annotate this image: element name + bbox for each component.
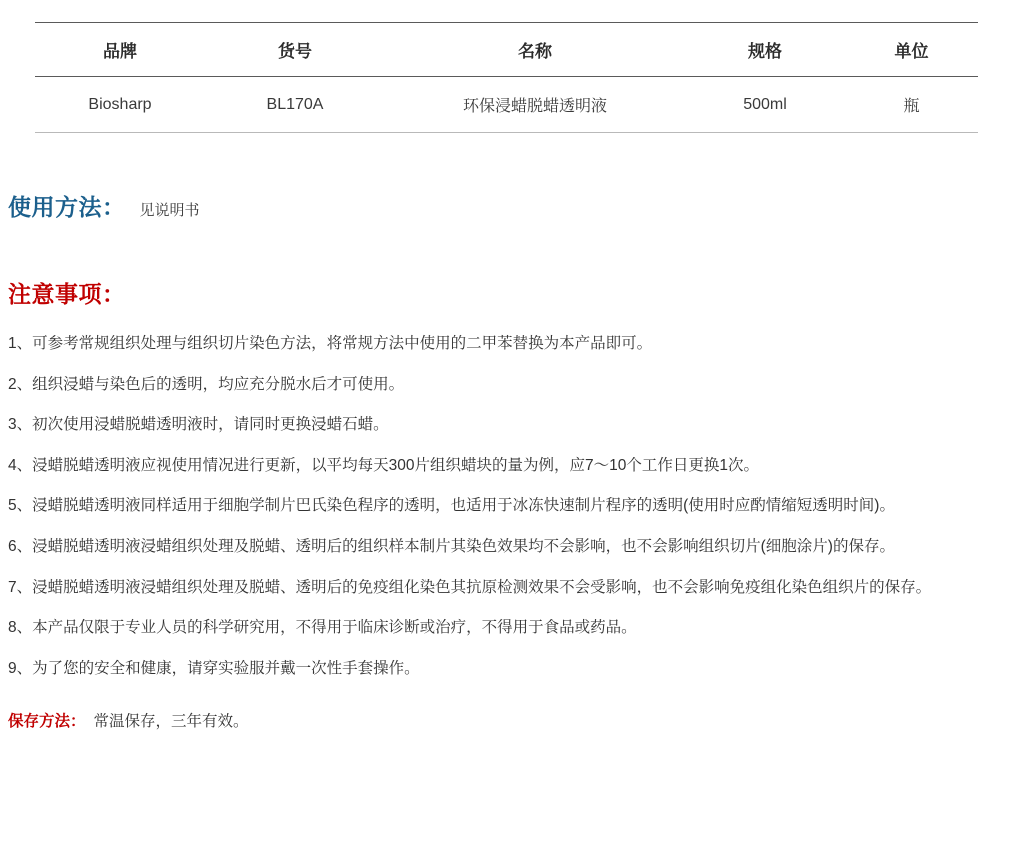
list-item: 4、浸蜡脱蜡透明液应视使用情况进行更新，以平均每天300片组织蜡块的量为例，应7～10个工作日更换1次。 (8, 456, 759, 474)
usage-heading: 使用方法： (8, 194, 126, 220)
column-header-catalog: 货号 (205, 23, 385, 77)
cell-spec: 500ml (685, 77, 845, 133)
table-row (35, 77, 978, 133)
cell-brand: Biosharp (35, 77, 205, 133)
usage-text: 见说明书 (139, 202, 200, 219)
list-item: 2、组织浸蜡与染色后的透明，均应充分脱水后才可使用。 (8, 375, 405, 393)
table-header (35, 23, 978, 77)
notice-heading: 注意事项： (8, 281, 126, 307)
list-item: 6、浸蜡脱蜡透明液浸蜡组织处理及脱蜡、透明后的组织样本制片其染色效果均不会影响，也不会影响组织切片(细胞涂片)的保存。 (8, 538, 895, 556)
column-header-spec: 规格 (685, 23, 845, 77)
cell-unit: 瓶 (845, 77, 978, 133)
storage-section (8, 709, 1013, 731)
table-body (35, 77, 978, 133)
list-item: 7、浸蜡脱蜡透明液浸蜡组织处理及脱蜡、透明后的免疫组化染色其抗原检测效果不会受影响，也不会影响免疫组化染色组织片的保存。 (8, 578, 932, 596)
column-header-name: 名称 (385, 23, 685, 77)
list-item: 8、本产品仅限于专业人员的科学研究用，不得用于临床诊断或治疗，不得用于食品或药品。 (8, 619, 637, 637)
storage-label: 保存方法： (8, 712, 86, 730)
column-header-brand: 品牌 (35, 23, 205, 77)
notice-section (8, 276, 1013, 309)
product-info-table (35, 22, 978, 133)
list-item: 3、初次使用浸蜡脱蜡透明液时，请同时更换浸蜡石蜡。 (8, 416, 389, 434)
table-header-row (35, 23, 978, 77)
list-item: 9、为了您的安全和健康，请穿实验服并戴一次性手套操作。 (8, 659, 420, 677)
cell-name: 环保浸蜡脱蜡透明液 (385, 77, 685, 133)
usage-section (8, 189, 1013, 222)
list-item: 1、可参考常规组织处理与组织切片染色方法，将常规方法中使用的二甲苯替换为本产品即可。 (8, 335, 653, 352)
storage-text: 常温保存，三年有效。 (93, 712, 249, 730)
notice-list (8, 331, 1008, 681)
cell-catalog: BL170A (205, 77, 385, 133)
column-header-unit: 单位 (845, 23, 978, 77)
list-item: 5、浸蜡脱蜡透明液同样适用于细胞学制片巴氏染色程序的透明，也适用于冰冻快速制片程序的透明(使用时应酌情缩短透明时间)。 (8, 497, 895, 515)
document-page (0, 22, 1013, 841)
